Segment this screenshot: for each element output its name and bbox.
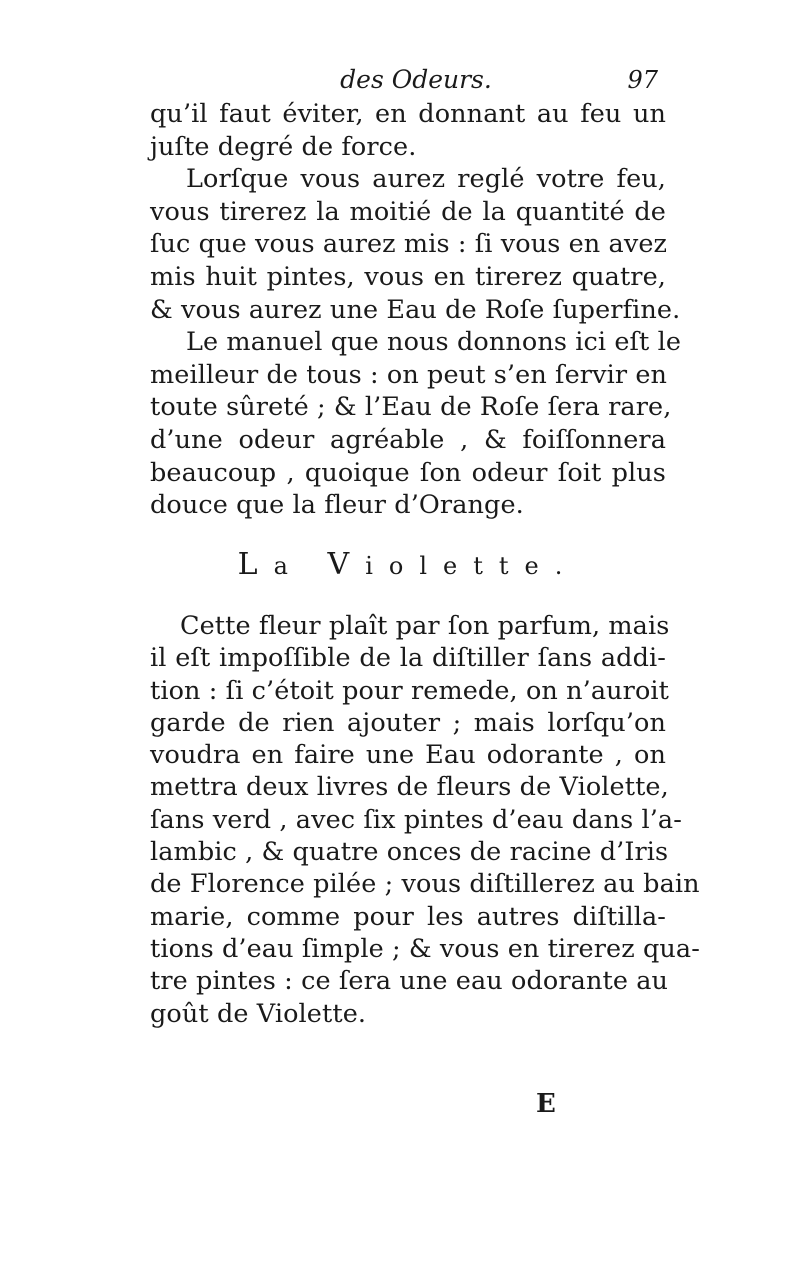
running-head: des Odeurs.: [340, 65, 492, 94]
text-line: goût de Violette.: [150, 998, 367, 1029]
text-line: Cette fleur plaît par ſon parfum, mais: [180, 611, 670, 641]
text-line: il eſt impoſſible de la diſtiller ſans addi-: [150, 643, 666, 674]
text-line: toute sûreté ; & l’Eau de Roſe ſera rare,: [150, 392, 672, 423]
text-line: juſte degré de force.: [150, 131, 417, 162]
text-line: Lorſque vous aurez reglé votre feu,: [186, 164, 666, 195]
text-line: ſans verd , avec ſix pintes d’eau dans l’a-: [150, 804, 682, 835]
text-line: tre pintes : ce ſera une eau odorante au: [150, 966, 669, 997]
paragraphs-rose: [150, 98, 682, 522]
page-number: 97: [627, 66, 658, 94]
text-line: vous tirerez la moitié de la quantité de: [150, 196, 666, 227]
paragraph-violette: [150, 610, 700, 1030]
text-line: beaucoup , quoique ſon odeur ſoit plus: [150, 457, 666, 488]
heading-initial: V: [327, 547, 366, 582]
text-line: tions d’eau ſimple ; & vous en tirerez qua-: [150, 933, 700, 964]
heading-small-caps: iolette.: [365, 552, 579, 580]
text-line: d’une odeur agréable , & foiſſonnera: [150, 424, 666, 455]
text-line: qu’il faut éviter, en donnant au feu un: [150, 99, 666, 129]
text-line: meilleur de tous : on peut s’en ſervir en: [150, 359, 668, 390]
text-line: douce que la fleur d’Orange.: [150, 490, 524, 521]
heading-small-caps: a: [273, 552, 304, 580]
text-line: Le manuel que nous donnons ici eſt le: [186, 327, 682, 358]
signature-mark: E: [536, 1089, 556, 1119]
heading-initial: L: [237, 547, 274, 582]
text-line: & vous aurez une Eau de Roſe ſuperfine.: [150, 294, 681, 325]
text-line: ſuc que vous aurez mis : ſi vous en avez: [150, 229, 668, 260]
text-line: lambic , & quatre onces de racine d’Iris: [150, 837, 669, 868]
text-line: mettra deux livres de fleurs de Violette,: [150, 772, 669, 803]
text-line: marie, comme pour les autres diſtilla-: [150, 901, 666, 932]
text-line: tion : ſi c’étoit pour remede, on n’auroit: [150, 675, 670, 706]
text-line: de Florence pilée ; vous diſtillerez au bain: [150, 869, 700, 900]
text-line: voudra en faire une Eau odorante , on: [150, 740, 666, 771]
section-heading: [150, 548, 666, 583]
text-line: mis huit pintes, vous en tirerez quatre,: [150, 261, 666, 292]
text-line: garde de rien ajouter ; mais lorſqu’on: [150, 707, 666, 738]
page-header: [150, 62, 660, 98]
